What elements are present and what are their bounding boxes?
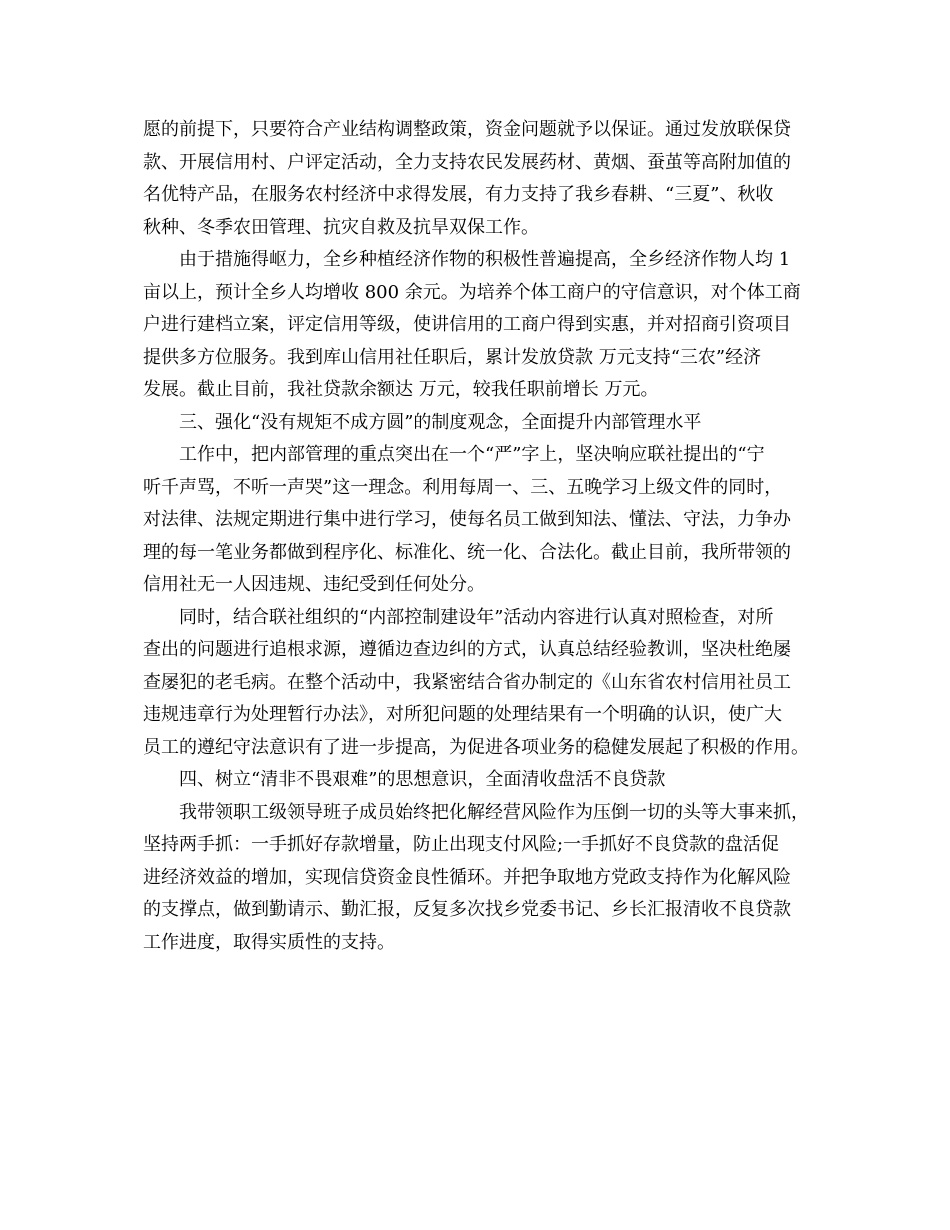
text-line: 亩以上，预计全乡人均增收 800 余元。为培养个体工商户的守信意识，对个体工商 [143,281,801,303]
text-line: 三、强化“没有规矩不成方圆”的制度观念，全面提升内部管理水平 [179,411,702,433]
text-line: 工作进度，取得实质性的支持。 [143,931,395,953]
text-line: 提供多方位服务。我到库山信用社任职后，累计发放贷款 万元支持“三农”经济 [143,346,762,368]
text-line: 秋种、冬季农田管理、抗灾自救及抗旱双保工作。 [143,216,539,238]
text-line: 违规违章行为处理暂行办法》，对所犯问题的处理结果有一个明确的认识，使广大 [143,704,782,725]
text-line: 进经济效益的增加，实现信贷资金良性循环。并把争取地方党政支持作为化解风险 [143,866,791,888]
text-line: 名优特产品，在服务农村经济中求得发展，有力支持了我乡春耕、“三夏”、秋收 [143,184,774,205]
text-line: 对法律、法规定期进行集中进行学习，使每名员工做到知法、懂法、守法，力争办 [143,509,791,530]
text-line: 听千声骂，不听一声哭”这一理念。利用每周一、三、五晚学习上级文件的同时， [143,476,783,498]
text-line: 理的每一笔业务都做到程序化、标准化、统一化、合法化。截止目前，我所带领的 [143,541,791,563]
text-line: 发展。截止目前，我社贷款余额达 万元，较我任职前增长 万元。 [143,379,659,400]
text-line: 查出的问题进行追根求源，遵循边查边纠的方式，认真总结经验教训，坚决杜绝屡 [143,639,791,660]
text-line: 信用社无一人因违规、违纪受到任何处分。 [143,574,485,595]
text-line: 工作中，把内部管理的重点突出在一个“严”字上，坚决响应联社提出的“宁 [179,444,765,465]
text-line: 坚持两手抓：一手抓好存款增量，防止出现支付风险;一手抓好不良贷款的盘活促 [143,834,780,855]
text-line: 我带领职工级领导班子成员始终把化解经营风险作为压倒一切的头等大事来抓， [179,801,809,823]
text-line: 四、树立“清非不畏艰难”的思想意识，全面清收盘活不良贷款 [179,769,666,790]
text-line: 由于措施得岖力，全乡种植经济作物的积极性普遍提高，全乡经济作物人均 1 [179,249,791,270]
text-line: 户进行建档立案，评定信用等级，使讲信用的工商户得到实惠，并对招商引资项目 [143,314,791,335]
text-line: 款、开展信用村、户评定活动，全力支持农民发展药材、黄烟、蚕茧等高附加值的 [143,151,791,173]
text-line: 查屡犯的老毛病。在整个活动中，我紧密结合省办制定的《山东省农村信用社员工 [143,671,791,693]
text-line: 的支撑点，做到勤请示、勤汇报，反复多次找乡党委书记、乡长汇报清收不良贷款 [143,899,791,920]
text-line: 员工的遵纪守法意识有了进一步提高，为促进各项业务的稳健发展起了积极的作用。 [143,736,809,758]
body-text [143,114,823,959]
text-line: 同时，结合联社组织的“内部控制建设年”活动内容进行认真对照检查，对所 [179,606,774,628]
text-line: 愿的前提下，只要符合产业结构调整政策，资金问题就予以保证。通过发放联保贷 [143,119,791,140]
